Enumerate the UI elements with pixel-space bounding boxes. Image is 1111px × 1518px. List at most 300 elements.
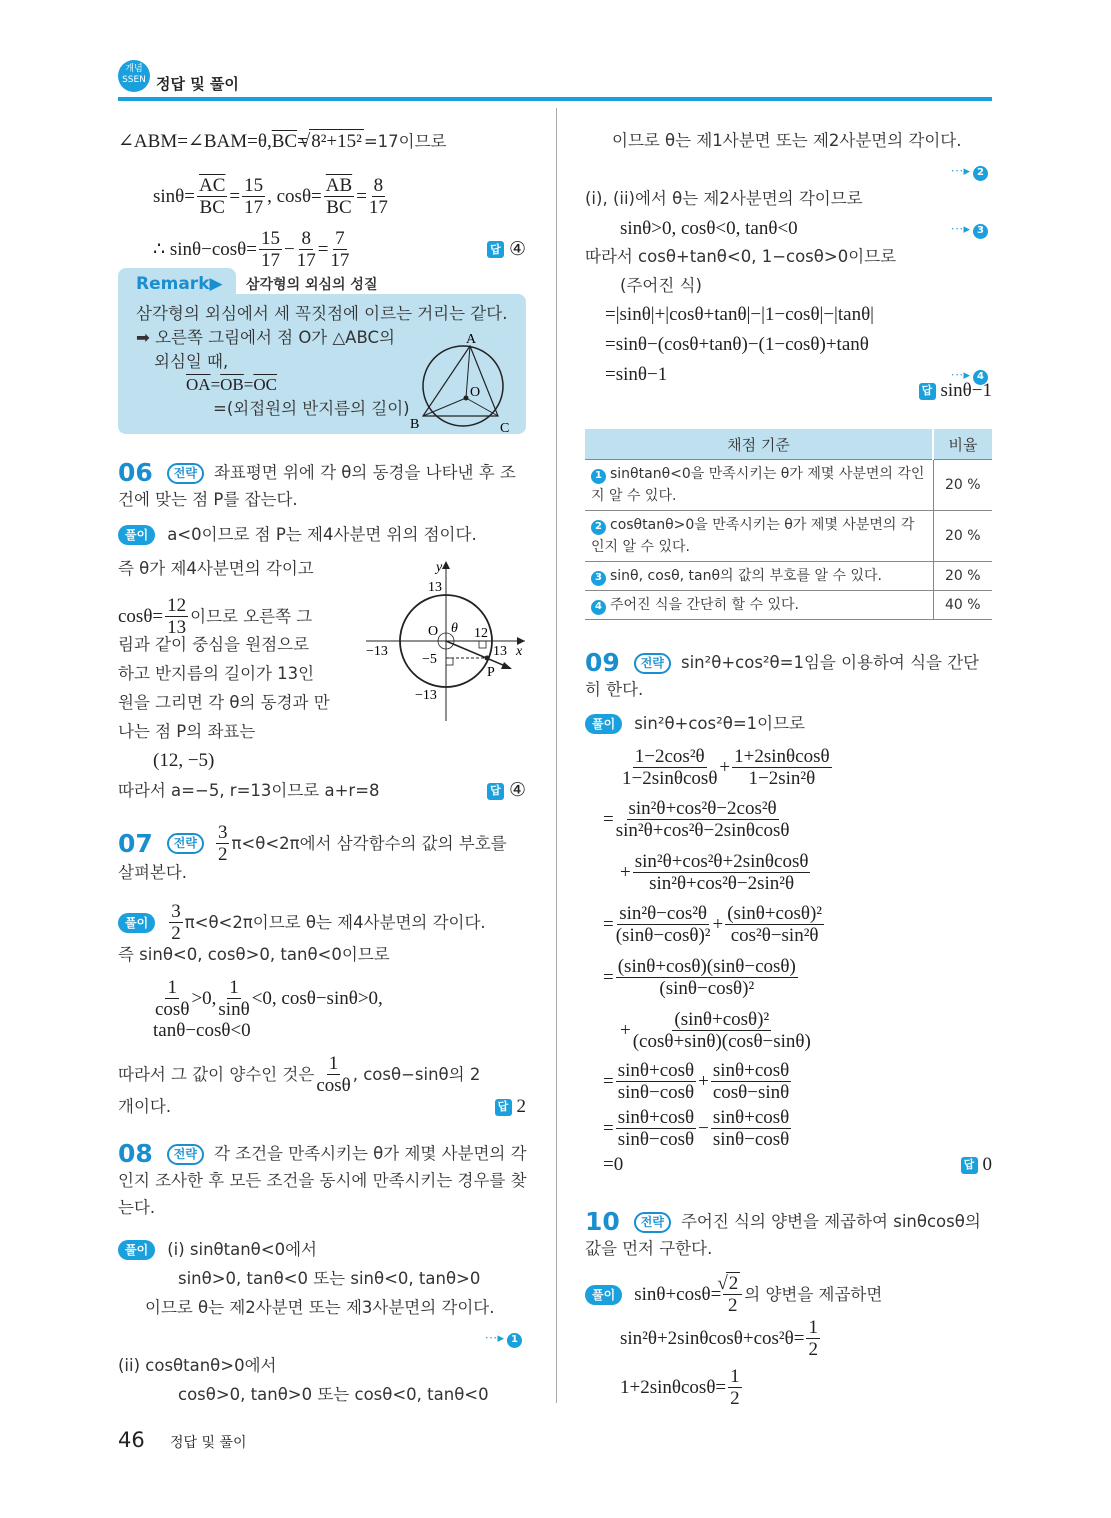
problem-number: 09 <box>585 648 620 677</box>
text-line <box>603 798 1010 841</box>
ratio-cell: 20 % <box>933 460 992 511</box>
text-segment: 각 조건을 만족시키는 θ가 제몇 사분면의 각 <box>213 1144 527 1163</box>
numerator <box>299 228 313 250</box>
text-line <box>118 779 526 803</box>
text-segment: =|sinθ|+|cosθ+tanθ|−|1−cosθ|−|tanθ| <box>605 304 874 325</box>
text-segment: 3 <box>217 822 228 843</box>
text-line <box>153 1019 561 1043</box>
text-segment: 12 <box>167 595 187 616</box>
fraction <box>165 595 188 638</box>
text-segment: , cosθ= <box>267 185 322 207</box>
text-segment: (sinθ−cosθ)² <box>615 925 711 946</box>
text-line <box>118 901 526 944</box>
text-segment: sinθ>0, cosθ<0, tanθ<0 <box>620 217 798 239</box>
denominator <box>155 999 189 1020</box>
text-segment: ∴ sinθ−cosθ= <box>153 238 257 260</box>
text-line <box>603 1060 1010 1103</box>
vertex-b-label: B <box>410 417 420 432</box>
text-segment: 8 <box>301 228 311 249</box>
text-segment: sinθ−cosθ <box>617 1082 695 1103</box>
text-segment: 살펴본다. <box>118 863 188 882</box>
fraction <box>622 746 717 789</box>
numerator <box>725 903 824 925</box>
tick-left: −13 <box>366 644 388 659</box>
text-segment: sin²θ+cos²θ+2sinθcosθ <box>634 851 809 872</box>
text-segment: sinθ+cosθ <box>712 1060 790 1081</box>
text-line <box>118 488 526 512</box>
text-segment: sin²θ−cos²θ <box>619 903 708 924</box>
criteria-header: 채점 기준 <box>585 429 933 460</box>
denominator <box>649 873 794 894</box>
denominator <box>618 1082 694 1103</box>
text-segment: sinθ <box>218 999 250 1020</box>
numerator <box>165 977 179 999</box>
text-segment: 원을 그리면 각 θ의 동경과 만 <box>118 693 330 712</box>
page-number: 46 <box>118 1428 145 1452</box>
text-line <box>603 956 1010 999</box>
vertex-c-label: C <box>500 421 510 436</box>
ratio-cell: 20 % <box>933 511 992 562</box>
fraction <box>616 956 798 999</box>
answer-value: ④ <box>508 238 526 260</box>
answer <box>495 1095 527 1119</box>
tick-bottom: −13 <box>415 688 437 703</box>
text-segment: 인지 조사한 후 모든 조건을 동시에 만족시키는 경우를 찾 <box>118 1171 527 1190</box>
text-line <box>118 1196 526 1220</box>
text-segment: 2 <box>808 1339 818 1360</box>
denominator <box>244 197 263 218</box>
denominator <box>633 1031 811 1052</box>
numerator <box>259 228 282 250</box>
numerator <box>227 977 241 999</box>
text-segment: 17 <box>368 197 388 218</box>
denominator <box>369 197 388 218</box>
fraction <box>806 1317 820 1360</box>
fraction <box>259 228 282 271</box>
solution-badge: 풀이 <box>118 525 155 545</box>
text-segment: 17 <box>244 197 264 218</box>
fraction <box>324 175 354 218</box>
x-axis-label: x <box>516 644 523 659</box>
text-segment: 값을 먼저 구한다. <box>585 1239 713 1258</box>
theta-label: θ <box>451 621 458 636</box>
step-number: 3 <box>591 571 606 586</box>
fraction <box>316 1053 350 1096</box>
text-segment: (주어진 식) <box>620 276 702 295</box>
text-line <box>118 1169 526 1193</box>
denominator <box>326 197 351 218</box>
text-segment: + <box>712 913 724 935</box>
criteria-text: cosθtanθ>0을 만족시키는 θ가 제몇 사분면의 각인지 알 수 있다. <box>591 517 915 555</box>
text-segment: cosθ <box>316 1075 351 1096</box>
text-segment: 림과 같이 중심을 원점으로 <box>118 635 310 654</box>
text-line <box>153 228 526 271</box>
text-segment: π<θ<2π이므로 θ는 제4사분면의 각이다. <box>184 912 486 932</box>
text-segment: + <box>620 1019 631 1041</box>
text-segment: 하고 반지름의 길이가 13인 <box>118 664 315 683</box>
text-segment: − <box>698 1117 709 1139</box>
text-line <box>136 302 507 326</box>
step-marker <box>484 1325 526 1350</box>
text-segment: = <box>243 375 254 394</box>
text-line <box>118 1139 527 1168</box>
dots-arrow-icon: ···▸ <box>950 367 970 382</box>
text-segment: 2 <box>730 1388 740 1409</box>
text-segment: <0, cosθ−sinθ>0, <box>251 987 383 1009</box>
denominator <box>659 978 754 999</box>
fraction <box>616 798 790 841</box>
text-line <box>118 822 526 865</box>
denominator <box>713 1082 789 1103</box>
text-line <box>118 1354 526 1378</box>
numerator <box>627 798 779 820</box>
step-marker <box>950 158 992 183</box>
text-segment: = <box>229 185 241 207</box>
denominator <box>730 1388 740 1409</box>
text-segment: sinθ>0, tanθ<0 또는 sinθ<0, tanθ>0 <box>178 1269 481 1288</box>
ratio-header: 비율 <box>933 429 992 460</box>
center-o-label: O <box>470 385 481 400</box>
numerator <box>711 1060 791 1082</box>
text-line <box>585 158 992 183</box>
text-segment: a<0이므로 점 P는 제4사분면 위의 점이다. <box>167 525 477 544</box>
text-line <box>620 1366 1027 1409</box>
table-row <box>585 562 992 591</box>
overline-segment: $\overline{OB}$ <box>220 375 244 394</box>
overline-segment: $\overline{AC}$ <box>199 175 226 196</box>
text-segment: π<θ<2π에서 삼각함수의 값의 부호를 <box>231 833 507 853</box>
text-segment: 2 <box>728 1295 738 1316</box>
numerator <box>617 903 709 925</box>
text-line <box>118 1325 526 1350</box>
text-segment: 건에 맞는 점 P를 잡는다. <box>118 490 298 509</box>
text-line <box>620 851 1027 894</box>
text-segment: 17 <box>296 250 316 271</box>
text-line <box>620 746 1027 789</box>
remark-box <box>118 268 526 434</box>
text-line <box>585 245 992 269</box>
text-segment: 1−2cos²θ <box>634 746 705 767</box>
text-segment: 3 <box>171 901 181 922</box>
text-segment: 는다. <box>118 1198 156 1217</box>
answer <box>487 238 526 262</box>
text-line <box>585 1273 992 1316</box>
solution-badge: 풀이 <box>118 1240 155 1260</box>
remark-title: 삼각형의 외심의 성질 <box>246 277 378 293</box>
text-segment: tanθ−cosθ<0 <box>153 1020 251 1041</box>
step-number: 1 <box>591 469 606 484</box>
fraction <box>711 1060 791 1103</box>
text-segment: 15 <box>260 228 280 249</box>
table-row <box>585 591 992 620</box>
text-line <box>585 678 992 702</box>
text-segment: sinθ= <box>153 185 195 207</box>
text-segment: 따라서 cosθ+tanθ<0, 1−cosθ>0이므로 <box>585 247 897 266</box>
text-segment: (12, −5) <box>153 750 215 771</box>
text-segment: = <box>603 913 614 935</box>
text-line <box>585 1237 992 1261</box>
text-segment: =sinθ−(cosθ+tanθ)−(1−cosθ)+tanθ <box>605 334 869 355</box>
text-segment: 히 한다. <box>585 680 644 699</box>
vertex-a-label: A <box>466 332 477 347</box>
answer-icon: 답 <box>495 1099 512 1116</box>
denominator <box>728 1295 738 1316</box>
text-line <box>585 187 992 211</box>
criteria-text: 주어진 식을 간단히 할 수 있다. <box>610 597 799 613</box>
text-segment: = <box>297 130 308 152</box>
text-line <box>620 216 992 241</box>
header-title: 정답 및 풀이 <box>156 75 239 93</box>
text-line <box>585 648 992 677</box>
text-segment: 따라서 그 값이 양수인 것은 <box>118 1064 315 1084</box>
solution-badge: 풀이 <box>118 913 155 933</box>
text-segment: = <box>356 185 367 207</box>
fraction <box>728 1366 742 1409</box>
fraction <box>711 1107 791 1150</box>
text-segment: 17 <box>330 250 350 271</box>
text-segment: cosθ−sinθ <box>712 1082 790 1103</box>
text-segment: sinθ+cosθ <box>617 1107 695 1128</box>
text-segment: 1 <box>167 977 177 998</box>
denominator <box>713 1129 789 1150</box>
strategy-badge: 전략 <box>634 653 671 674</box>
denominator <box>622 768 717 789</box>
denominator <box>316 1075 350 1096</box>
answer <box>487 779 526 803</box>
fraction <box>169 901 183 944</box>
numerator <box>723 1273 742 1295</box>
criteria-cell <box>585 460 933 511</box>
text-segment: 삼각형의 외심에서 세 꼭짓점에 이르는 거리는 같다. <box>136 304 508 323</box>
text-line <box>603 1153 992 1177</box>
text-segment: 17 <box>260 250 280 271</box>
text-segment: sinθ+cosθ= <box>634 1283 722 1305</box>
overline-segment: $\overline{AB}$ <box>325 175 353 196</box>
fraction <box>155 977 189 1020</box>
text-segment: cos²θ−sin²θ <box>730 925 819 946</box>
overline-segment: $\overline{BC}$ <box>271 130 298 152</box>
text-segment: =(외접원의 반지름의 길이) <box>213 399 410 418</box>
text-segment: = <box>603 966 614 988</box>
dots-arrow-icon: ···▸ <box>950 163 970 178</box>
text-segment: 8 <box>373 175 384 196</box>
text-segment: = <box>603 1117 614 1139</box>
numerator <box>711 1107 791 1129</box>
text-segment: + <box>698 1070 709 1092</box>
criteria-cell <box>585 591 933 620</box>
origin-label: O <box>428 624 439 639</box>
text-segment: 1+2sinθcosθ <box>734 746 830 767</box>
text-segment: ∠ABM=∠BAM=θ, <box>118 130 272 152</box>
footer-title: 정답 및 풀이 <box>170 1435 247 1451</box>
text-segment: sin²θ+cos²θ−2sinθcosθ <box>615 820 790 841</box>
text-segment: + <box>620 861 631 883</box>
strategy-badge: 전략 <box>167 833 204 854</box>
text-segment: (cosθ+sinθ)(cosθ−sinθ) <box>632 1031 811 1052</box>
denominator <box>218 999 249 1020</box>
y-axis-label: y <box>436 560 443 575</box>
criteria-cell <box>585 562 933 591</box>
answer-icon: 답 <box>487 241 504 258</box>
strategy-badge: 전략 <box>167 463 204 484</box>
numerator <box>216 822 230 844</box>
denominator <box>618 1129 694 1150</box>
text-segment: >0, <box>191 987 217 1009</box>
text-segment: = <box>210 375 221 394</box>
text-line <box>136 326 395 350</box>
text-line <box>620 1317 1027 1360</box>
text-segment: 2 <box>171 923 181 944</box>
text-segment: 1 <box>328 1053 339 1074</box>
step-number: 2 <box>973 166 988 181</box>
text-line <box>620 1009 1027 1052</box>
step-number: 4 <box>973 370 988 385</box>
text-line <box>605 303 1012 327</box>
overline-segment: $\overline{OA}$ <box>186 375 211 394</box>
text-segment: (sinθ−cosθ)² <box>659 978 755 999</box>
text-segment: 즉 sinθ<0, cosθ>0, tanθ<0이므로 <box>118 945 390 964</box>
answer <box>961 1153 993 1177</box>
numerator <box>732 746 831 768</box>
text-segment: 2 <box>217 844 228 865</box>
text-segment: 의 양변을 제곱하면 <box>744 1284 883 1304</box>
text-segment: sin²θ+cos²θ=1임을 이용하여 식을 간단 <box>680 653 980 672</box>
step-marker <box>950 216 992 241</box>
strategy-badge: 전략 <box>167 1144 204 1165</box>
text-segment: = <box>317 238 329 260</box>
header-rule <box>118 97 992 101</box>
text-line <box>118 129 526 154</box>
text-segment: 이므로 θ는 제2사분면 또는 제3사분면의 각이다. <box>145 1298 495 1317</box>
text-line <box>620 274 1027 298</box>
sqrt-expression: √ 8²+15² <box>309 129 364 154</box>
overline-segment: BC <box>199 197 225 218</box>
fraction <box>725 903 824 946</box>
numerator <box>616 956 798 978</box>
criteria-text: sinθtanθ<0을 만족시키는 θ가 제몇 사분면의 각인지 알 수 있다. <box>591 466 925 504</box>
text-line <box>603 1107 1010 1150</box>
numerator <box>333 228 347 250</box>
sqrt-expression: √ 2 <box>726 1272 740 1294</box>
answer-value: 2 <box>516 1096 526 1117</box>
answer-value: ④ <box>508 780 526 801</box>
text-segment: 좌표평면 위에 각 θ의 동경을 나타낸 후 조 <box>213 463 516 482</box>
denominator <box>616 925 711 946</box>
denominator <box>171 923 181 944</box>
answer <box>919 379 993 403</box>
text-segment: sinθ−cosθ <box>712 1129 790 1150</box>
fraction <box>218 977 249 1020</box>
text-line <box>118 943 526 967</box>
dots-arrow-icon: ···▸ <box>484 1330 504 1345</box>
step-number: 4 <box>591 600 606 615</box>
text-segment: 1−2sin²θ <box>748 768 816 789</box>
fraction <box>633 851 811 894</box>
strategy-badge: 전략 <box>634 1212 671 1233</box>
text-segment: (ii) cosθtanθ>0에서 <box>118 1356 277 1375</box>
numerator <box>169 901 183 923</box>
py-label: −5 <box>422 652 437 667</box>
text-segment: 7 <box>335 228 345 249</box>
unit-circle-diagram <box>360 555 530 725</box>
text-segment: 1 <box>808 1317 818 1338</box>
text-line <box>118 1053 526 1096</box>
numerator <box>728 1366 742 1388</box>
tick-right: 13 <box>493 644 507 659</box>
numerator <box>372 175 386 197</box>
denominator <box>808 1339 818 1360</box>
point-p-label: P <box>487 665 495 680</box>
numerator <box>616 1060 696 1082</box>
numerator <box>633 746 707 768</box>
text-line <box>118 861 526 885</box>
text-line <box>118 1238 526 1262</box>
fraction <box>723 1273 742 1316</box>
ratio-cell: 20 % <box>933 562 992 591</box>
text-segment: = <box>603 808 614 830</box>
text-segment: 1−2sinθcosθ <box>622 768 718 789</box>
numerator <box>616 1107 696 1129</box>
fraction <box>216 822 230 865</box>
numerator <box>242 175 265 197</box>
fraction <box>330 228 349 271</box>
text-segment: (sinθ+cosθ)(sinθ−cosθ) <box>617 956 796 977</box>
fraction <box>633 1009 811 1052</box>
text-segment: 13 <box>167 617 187 638</box>
denominator <box>200 197 225 218</box>
answer-value: 0 <box>982 1154 992 1175</box>
text-segment: 1 <box>229 977 239 998</box>
table-row <box>585 460 992 511</box>
text-segment: = <box>603 1070 614 1092</box>
text-segment: 15 <box>244 175 264 196</box>
dots-arrow-icon: ···▸ <box>950 221 970 236</box>
circumcircle-diagram <box>408 328 518 438</box>
fraction <box>297 228 316 271</box>
text-segment: (sinθ+cosθ)² <box>727 903 822 924</box>
step-number: 1 <box>507 1333 522 1348</box>
answer-icon: 답 <box>487 783 504 800</box>
text-segment: 주어진 식의 양변을 제곱하여 sinθcosθ의 <box>680 1212 981 1231</box>
numerator <box>672 1009 771 1031</box>
text-line <box>153 175 526 218</box>
text-line <box>178 1267 586 1291</box>
text-segment: cosθ= <box>118 605 164 627</box>
logo: 개념 SSEN <box>118 60 150 92</box>
denominator <box>616 820 790 841</box>
step-number: 3 <box>973 224 988 239</box>
text-line <box>153 977 561 1020</box>
text-segment: sinθ+cosθ <box>712 1107 790 1128</box>
text-line <box>118 458 526 487</box>
text-segment: 외심일 때, <box>154 352 229 371</box>
solution-badge: 풀이 <box>585 714 622 734</box>
text-segment: (i) sinθtanθ<0에서 <box>167 1240 317 1259</box>
text-line <box>154 350 228 374</box>
text-segment: sinθ+cosθ <box>617 1060 695 1081</box>
numerator <box>165 595 188 617</box>
text-segment: (sinθ+cosθ)² <box>674 1009 770 1030</box>
text-segment: 이므로 θ는 제1사분면 또는 제2사분면의 각이다. <box>612 131 962 150</box>
text-segment: 이므로 오른쪽 그 <box>190 606 313 626</box>
criteria-text: sinθ, cosθ, tanθ의 값의 부호를 알 수 있다. <box>610 568 882 584</box>
text-line <box>603 903 1010 946</box>
text-segment: cosθ <box>155 999 190 1020</box>
text-segment: 1+2sinθcosθ= <box>620 1376 727 1398</box>
numerator <box>327 1053 341 1075</box>
numerator <box>197 175 227 197</box>
text-segment: sin²θ+cos²θ−2cos²θ <box>628 798 777 819</box>
